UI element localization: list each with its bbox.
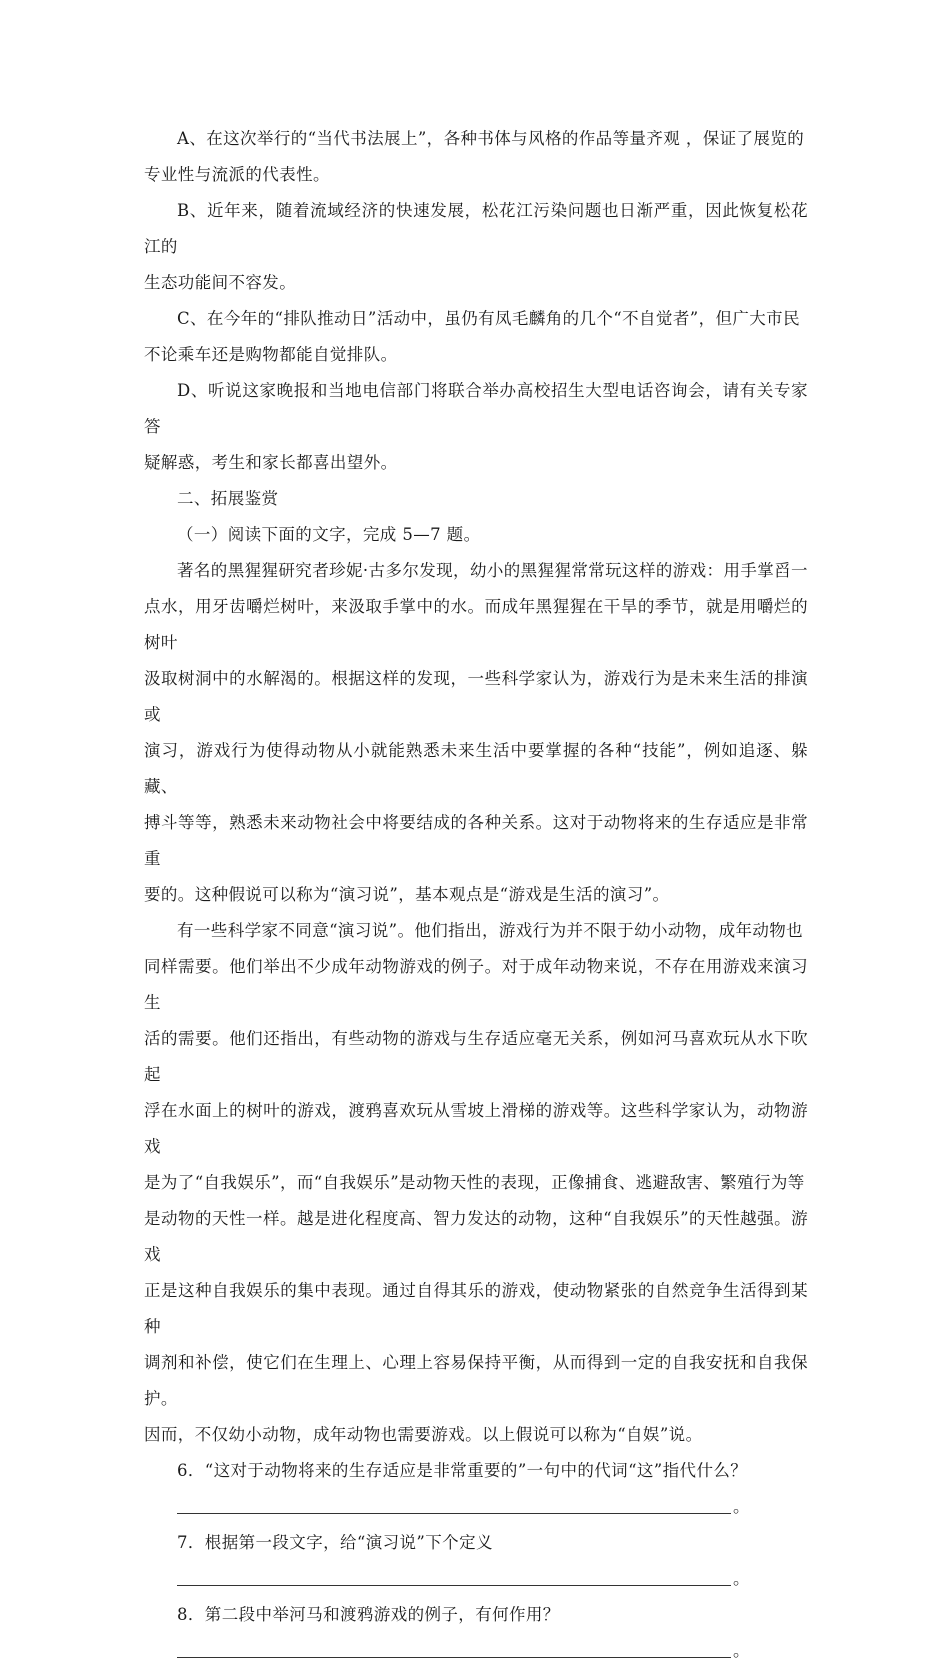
passage-p2-line: 是为了“自我娱乐”，而“自我娱乐”是动物天性的表现，正像捕食、逃避敌害、繁殖行为等: [144, 1173, 805, 1192]
question-7: 7．根据第一段文字，给“演习说”下个定义: [177, 1533, 493, 1552]
passage-p1-line: 搏斗等等，熟悉未来动物社会中将要结成的各种关系。这对于动物将来的生存适应是非常重: [144, 813, 808, 868]
answer-end-mark: 。: [733, 1497, 750, 1516]
option-b-line-1: B、近年来，随着流域经济的快速发展，松花江污染问题也日渐严重，因此恢复松花江的: [144, 201, 808, 256]
answer-end-mark: 。: [733, 1569, 750, 1588]
answer-rule: [177, 1585, 731, 1586]
section-heading: 二、拓展鉴赏: [177, 489, 279, 508]
question-6: 6．“这对于动物将来的生存适应是非常重要的”一句中的代词“这”指代什么？: [177, 1461, 748, 1480]
option-d-line-1: D、听说这家晚报和当地电信部门将联合举办高校招生大型电话咨询会，请有关专家答: [144, 381, 808, 436]
option-b-line-2: 生态功能间不容发。: [144, 273, 297, 292]
passage-p2-line: 浮在水面上的树叶的游戏，渡鸦喜欢玩从雪坡上滑梯的游戏等。这些科学家认为，动物游戏: [144, 1101, 808, 1156]
option-d-line-2: 疑解惑，考生和家长都喜出望外。: [144, 453, 398, 472]
passage-p1-line: 点水，用牙齿嚼烂树叶，来汲取手掌中的水。而成年黑猩猩在干旱的季节，就是用嚼烂的树叶: [144, 597, 808, 652]
answer-line-8[interactable]: [177, 1633, 808, 1669]
answer-line-7[interactable]: [177, 1561, 808, 1597]
option-a-line-1: A、在这次举行的“当代书法展上”，各种书体与风格的作品等量齐观 ，保证了展览的: [177, 129, 805, 148]
option-a-line-2: 专业性与流派的代表性。: [144, 165, 330, 184]
passage-p1-line: 著名的黑猩猩研究者珍妮·古多尔发现，幼小的黑猩猩常常玩这样的游戏：用手掌舀一: [177, 561, 808, 580]
option-c-line-2: 不论乘车还是购物都能自觉排队。: [144, 345, 398, 364]
passage-p1-line: 要的。这种假说可以称为“演习说”，基本观点是“游戏是生活的演习”。: [144, 885, 670, 904]
passage-p2-line: 是动物的天性一样。越是进化程度高、智力发达的动物，这种“自我娱乐”的天性越强。游戏: [144, 1209, 808, 1264]
answer-end-mark: 。: [733, 1641, 750, 1660]
passage-p2-line: 有一些科学家不同意“演习说”。他们指出，游戏行为并不限于幼小动物，成年动物也: [177, 921, 804, 940]
passage-p1-line: 汲取树洞中的水解渴的。根据这样的发现，一些科学家认为，游戏行为是未来生活的排演或: [144, 669, 808, 724]
document-page: [144, 121, 808, 1669]
passage-p2-line: 活的需要。他们还指出，有些动物的游戏与生存适应毫无关系，例如河马喜欢玩从水下吹起: [144, 1029, 808, 1084]
passage-p2-line: 因而，不仅幼小动物，成年动物也需要游戏。以上假说可以称为“自娱”说。: [144, 1425, 703, 1444]
passage-p2-line: 调剂和补偿，使它们在生理上、心理上容易保持平衡，从而得到一定的自我安抚和自我保护。: [144, 1353, 808, 1408]
answer-rule: [177, 1513, 731, 1514]
answer-line-6[interactable]: [177, 1489, 808, 1525]
answer-rule: [177, 1657, 731, 1658]
option-c-line-1: C、在今年的“排队推动日”活动中，虽仍有凤毛麟角的几个“不自觉者”，但广大市民: [177, 309, 800, 328]
reading-instruction: （一）阅读下面的文字，完成 5—7 题。: [177, 525, 481, 544]
passage-p2-line: 正是这种自我娱乐的集中表现。通过自得其乐的游戏，使动物紧张的自然竞争生活得到某种: [144, 1281, 808, 1336]
passage-p2-line: 同样需要。他们举出不少成年动物游戏的例子。对于成年动物来说，不存在用游戏来演习生: [144, 957, 808, 1012]
passage-p1-line: 演习，游戏行为使得动物从小就能熟悉未来生活中要掌握的各种“技能”，例如追逐、躲藏、: [144, 741, 808, 796]
question-8: 8．第二段中举河马和渡鸦游戏的例子，有何作用？: [177, 1605, 560, 1624]
